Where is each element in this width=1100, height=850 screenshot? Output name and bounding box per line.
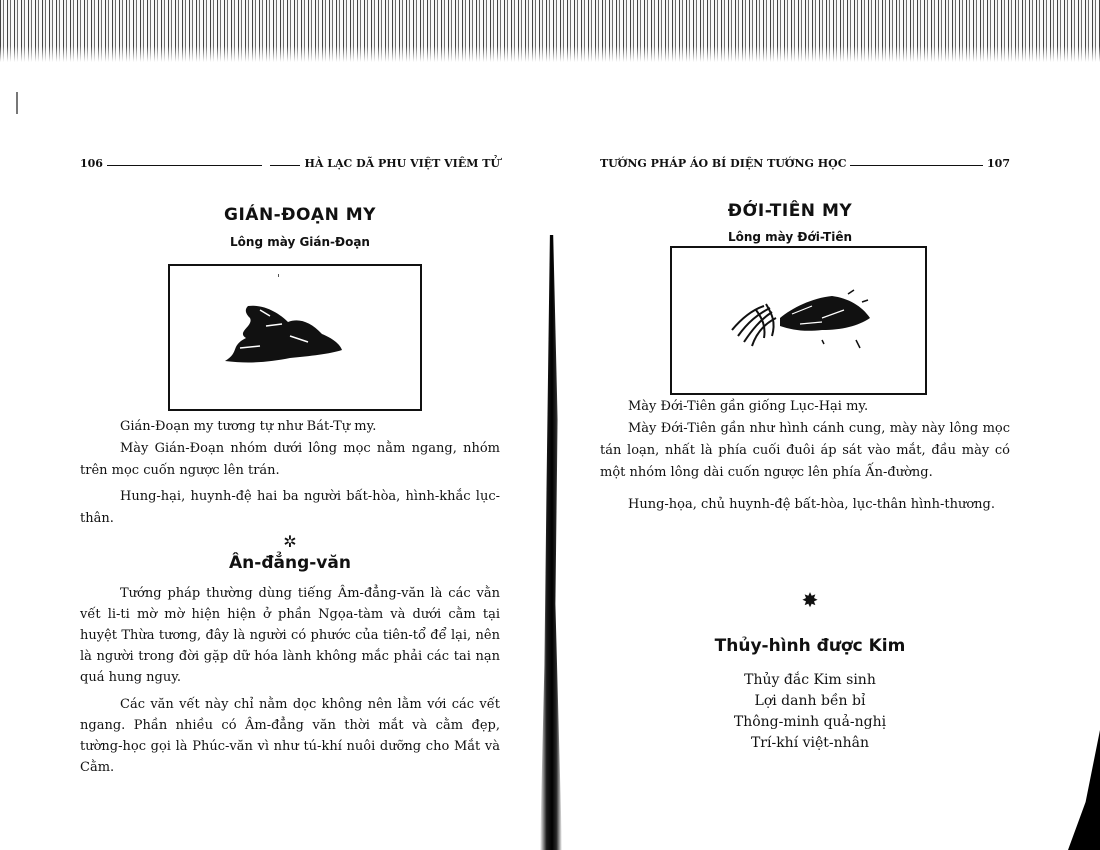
poem-line: Trí-khí việt-nhân bbox=[750, 735, 870, 751]
eyebrow-illustration bbox=[168, 264, 422, 411]
left-page bbox=[80, 150, 500, 170]
paragraph: Tướng pháp thường dùng tiếng Âm-đẳng-văn là các vằn vết li-ti mờ mờ hiện hiện ở phần Ngọa-tàm và dưới cằm tại huyệt Thừa tương, đây là người có phước của tiên-tổ để lại, nên là người trong đời gặp dữ hóa lành không mắc phải các tai nạn quá hung nguy. bbox=[80, 586, 500, 685]
paragraph: Hung-họa, chủ huynh-đệ bất-hòa, lục-thân hình-thương. bbox=[628, 497, 996, 512]
paragraph: Mày Đới-Tiên gần giống Lục-Hại my. bbox=[628, 399, 869, 414]
poem-line: Lợi danh bền bỉ bbox=[754, 693, 866, 709]
page-subheading: Lông mày Đới-Tiên bbox=[727, 230, 853, 244]
page-number: 106 bbox=[80, 157, 103, 170]
poem bbox=[640, 670, 980, 754]
eyebrow-gian-doan-drawing bbox=[170, 266, 420, 409]
header-rule bbox=[270, 165, 300, 166]
page-number: 107 bbox=[987, 157, 1010, 170]
paragraph: Các văn vết này chỉ nằm dọc không nên lằm với các vết ngang. Phần nhiều có Âm-đẳng văn thời mắt và cằm đẹp, tường-học gọi là Phúc-văn vì như tú-khí nuôi dưỡng cho Mắt và Cằm. bbox=[80, 697, 500, 775]
page-subheading: Lông mày Gián-Đoạn bbox=[230, 235, 370, 249]
running-title: TƯỚNG PHÁP ÁO BÍ DIỆN TƯỚNG HỌC bbox=[600, 157, 847, 170]
book-spine-shadow bbox=[540, 235, 562, 850]
running-title: HÀ LẠC DÃ PHU VIỆT VIÊM TỬ bbox=[304, 157, 500, 170]
right-page bbox=[600, 150, 1010, 170]
section-heading: Ân-đẳng-văn bbox=[229, 553, 351, 573]
page-heading: ĐỚI-TIÊN MY bbox=[727, 201, 853, 221]
paragraph: Mày Gián-Đoạn nhóm dưới lông mọc nằm ngang, nhóm trên mọc cuốn ngược lên trán. bbox=[80, 441, 500, 478]
header-rule bbox=[107, 165, 263, 166]
paragraph: Mày Đới-Tiên gần như hình cánh cung, mày này lông mọc tán loạn, nhất là phía cuối đuôi áp sát vào mắt, đầu mày có một nhóm lông dài cuốn ngược lên phía Ấn-đường. bbox=[600, 421, 1010, 480]
poem-line: Thủy đắc Kim sinh bbox=[744, 672, 876, 688]
right-running-head bbox=[600, 150, 1010, 170]
scan-mark bbox=[16, 92, 18, 114]
paragraph: Gián-Đoạn my tương tự như Bát-Tự my. bbox=[120, 419, 377, 434]
left-body bbox=[80, 416, 500, 778]
section-heading: Thủy-hình được Kim bbox=[714, 636, 906, 656]
eyebrow-illustration bbox=[670, 246, 927, 395]
eyebrow-doi-tien-drawing bbox=[672, 248, 925, 393]
right-body bbox=[600, 396, 1010, 516]
paragraph: Hung-hại, huynh-đệ hai ba người bất-hòa, hình-khắc lục-thân. bbox=[80, 489, 500, 526]
page-heading: GIÁN-ĐOẠN MY bbox=[224, 205, 376, 225]
page-corner-shadow bbox=[1068, 730, 1100, 850]
ornament: ✸ bbox=[801, 588, 819, 612]
left-running-head bbox=[80, 150, 500, 170]
scan-edge-top bbox=[0, 0, 1100, 62]
poem-line: Thông-minh quả-nghị bbox=[733, 714, 887, 730]
header-rule bbox=[850, 165, 983, 166]
ornament: ✲ bbox=[283, 532, 297, 551]
